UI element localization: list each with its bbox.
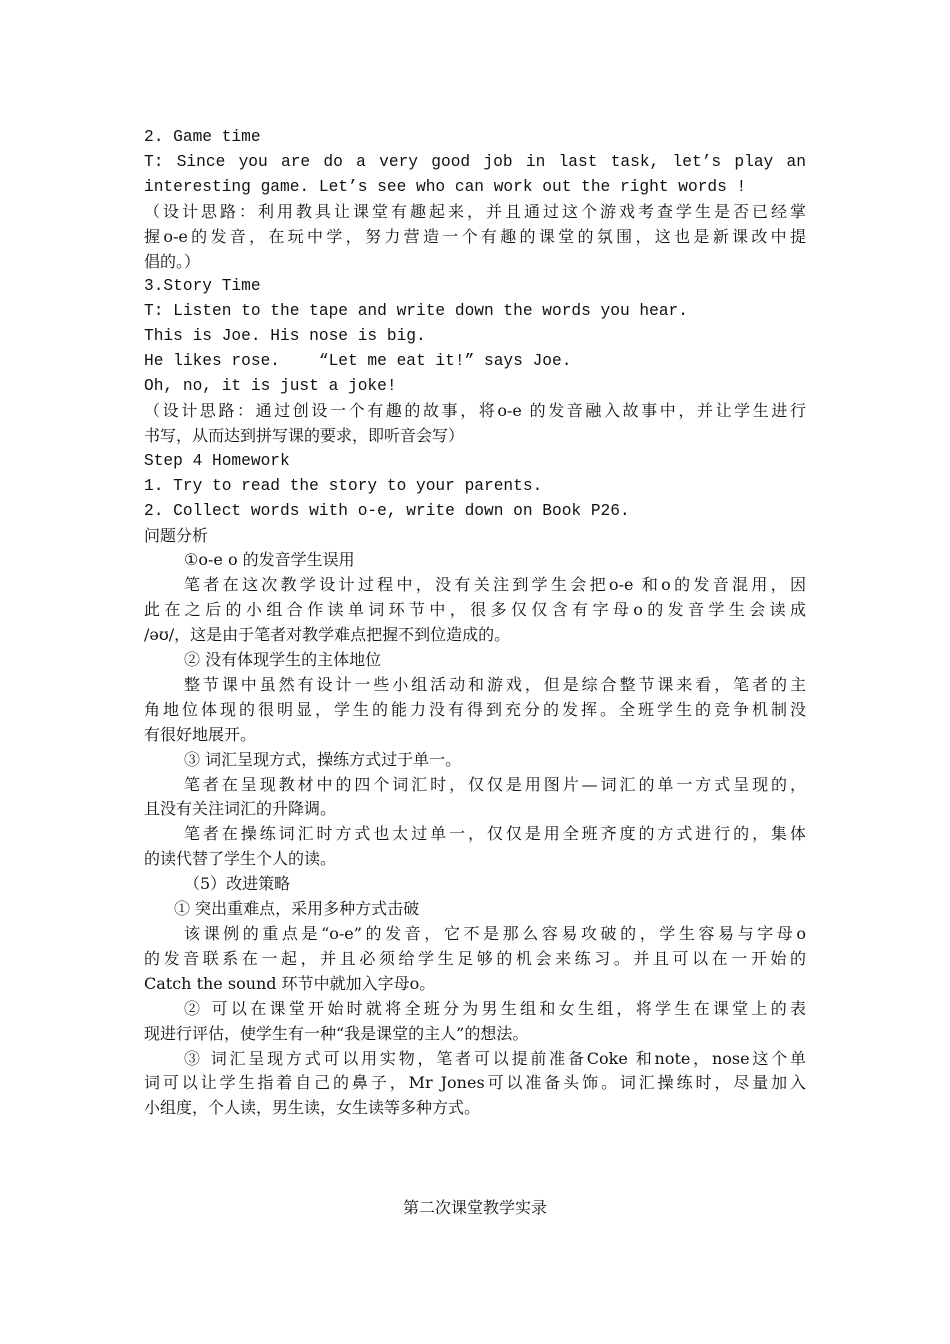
subheading: ① 突出重难点，采用多种方式击破	[174, 899, 420, 919]
design-note-line: （设计思路：利用教具让课堂有趣起来，并且通过这个游戏考查学生是否已经掌	[144, 201, 806, 221]
dialogue-line: T: Listen to the tape and write down the words you hear.	[144, 302, 688, 321]
story-line: Oh, no, it is just a joke!	[144, 377, 397, 396]
dialogue-line: T: Since you are do a very good job in last task, let’s play an	[144, 152, 806, 171]
design-note-line: 倡的。）	[144, 251, 201, 271]
paragraph-line: 的读代替了学生个人的读。	[144, 849, 337, 869]
paragraph-line: 小组度，个人读，男生读，女生读等多种方式。	[144, 1098, 481, 1118]
document-body	[144, 125, 806, 1121]
design-note-line: 书写，从而达到拼写课的要求，即听音会写）	[144, 425, 465, 445]
paragraph-line: /əʊ/，这是由于笔者对教学难点把握不到位造成的。	[144, 625, 511, 645]
paragraph-line: 笔者在呈现教材中的四个词汇时，仅仅是用图片—词汇的单一方式呈现的，	[184, 774, 806, 794]
paragraph-line: 整节课中虽然有设计一些小组活动和游戏，但是综合整节课来看，笔者的主	[184, 674, 806, 694]
paragraph-line: 笔者在这次教学设计过程中，没有关注到学生会把o-e 和o的发音混用，因	[184, 575, 806, 595]
subheading: ①o-e o 的发音学生误用	[184, 550, 355, 570]
paragraph-line: 且没有关注词汇的升降调。	[144, 799, 337, 819]
paragraph-line: 有很好地展开。	[144, 724, 257, 744]
homework-item: 1. Try to read the story to your parents.	[144, 476, 543, 495]
paragraph-line: 该课例的重点是“o-e”的发音，它不是那么容易攻破的，学生容易与字母o	[184, 924, 806, 943]
section-heading-problem-analysis: 问题分析	[144, 525, 209, 545]
homework-item: 2. Collect words with o-e, write down on Book P26.	[144, 501, 630, 520]
next-section-title: 第二次课堂教学实录	[402, 1198, 547, 1217]
paragraph-line: 笔者在操练词汇时方式也太过单一，仅仅是用全班齐度的方式进行的，集体	[184, 824, 806, 844]
paragraph-line: 词可以让学生指着自己的鼻子，Mr Jones可以准备头饰。词汇操练时，尽量加入	[144, 1073, 806, 1093]
paragraph-line: 角地位体现的很明显，学生的能力没有得到充分的发挥。全班学生的竞争机制没	[144, 699, 806, 719]
section-heading-game-time: 2. Game time	[144, 128, 261, 146]
section-heading-improvement: （5）改进策略	[184, 874, 291, 894]
design-note-line: 握o-e的发音，在玩中学，努力营造一个有趣的课堂的氛围，这也是新课改中提	[144, 226, 806, 246]
paragraph-line: ③ 词汇呈现方式可以用实物，笔者可以提前准备Coke 和note，nose这个单	[184, 1048, 806, 1068]
story-line: He likes rose. “Let me eat it!” says Joe.	[144, 352, 572, 371]
design-note-line: （设计思路：通过创设一个有趣的故事，将o-e 的发音融入故事中，并让学生进行	[144, 400, 806, 420]
section-heading-story-time: 3.Story Time	[144, 277, 261, 296]
section-heading-homework: Step 4 Homework	[144, 451, 290, 470]
subheading: ② 没有体现学生的主体地位	[184, 650, 382, 670]
paragraph-line: Catch the sound 环节中就加入字母o。	[144, 973, 436, 993]
paragraph-line: 此在之后的小组合作读单词环节中，很多仅仅含有字母o的发音学生会读成	[144, 600, 806, 620]
paragraph-line: 的发音联系在一起，并且必须给学生足够的机会来练习。并且可以在一开始的	[144, 948, 806, 968]
paragraph-line: ② 可以在课堂开始时就将全班分为男生组和女生组，将学生在课堂上的表	[184, 998, 806, 1018]
paragraph-line: 现进行评估，使学生有一种“我是课堂的主人”的想法。	[144, 1023, 529, 1043]
story-line: This is Joe. His nose is big.	[144, 327, 426, 346]
subheading: ③ 词汇呈现方式，操练方式过于单一。	[184, 749, 462, 769]
dialogue-line: interesting game. Let’s see who can work out the right words !	[144, 177, 747, 196]
